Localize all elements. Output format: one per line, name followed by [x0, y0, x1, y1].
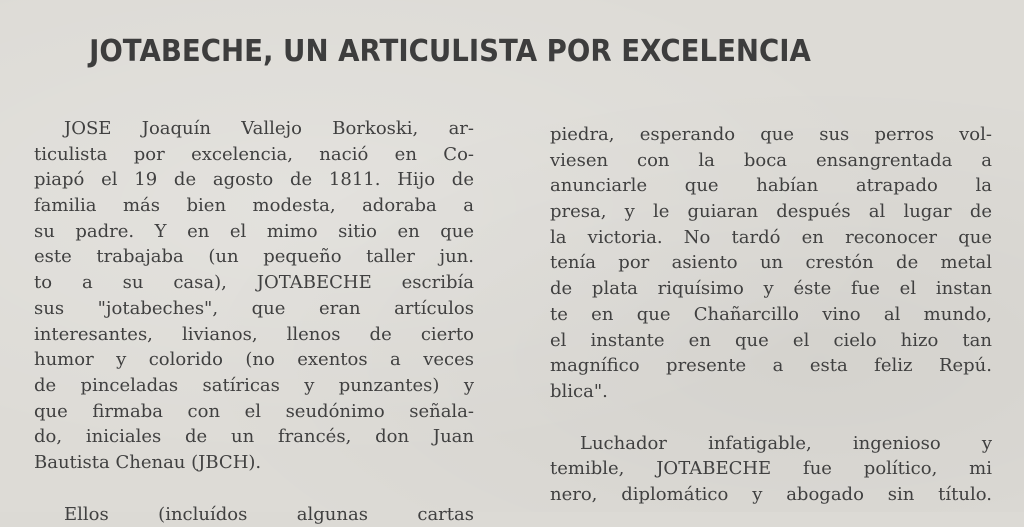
text-line: familia más bien modesta, adoraba a: [34, 195, 474, 217]
paragraph-gap: [550, 405, 992, 431]
text-line: el instante en que el cielo hizo tan: [550, 329, 992, 351]
text-line: JOSE Joaquín Vallejo Borkoski, ar-: [64, 118, 474, 139]
text-line: presa, y le guiaran después al lugar de: [550, 201, 992, 223]
text-line: piapó el 19 de agosto de 1811. Hijo de: [34, 169, 474, 191]
text-line: la victoria. No tardó en reconocer que: [550, 226, 992, 248]
text-line: este trabajaba (un pequeño taller jun.: [34, 246, 474, 268]
text-line: temible, JOTABECHE fue político, mi: [550, 458, 992, 480]
text-line: que firmaba con el seudónimo señala-: [34, 400, 474, 422]
text-line: interesantes, livianos, llenos de cierto: [34, 323, 474, 345]
text-line: te en que Chañarcillo vino al mundo,: [550, 303, 992, 325]
text-line: tenía por asiento un crestón de metal: [550, 252, 992, 274]
text-line: viesen con la boca ensangrentada a: [550, 149, 992, 171]
text-line: anunciarle que habían atrapado la: [550, 175, 992, 197]
text-line: Luchador infatigable, ingenioso y: [580, 432, 992, 454]
paragraph-gap: [34, 476, 474, 502]
text-line: ticulista por excelencia, nació en Co-: [34, 143, 474, 165]
text-line: piedra, esperando que sus perros vol-: [550, 124, 992, 145]
text-line: su padre. Y en el mimo sitio en que: [34, 220, 474, 242]
text-line: do, iniciales de un francés, don Juan: [34, 426, 474, 448]
text-line-partial: Ellos (incluídos algunas cartas: [64, 503, 474, 525]
left-column: [34, 116, 474, 527]
text-line: sus "jotabeches", que eran artículos: [34, 297, 474, 319]
text-line: magnífico presente a esta feliz Repú.: [550, 355, 992, 377]
text-line: to a su casa), JOTABECHE escribía: [34, 272, 474, 294]
text-line: blica".: [550, 380, 608, 402]
text-line: de plata riquísimo y éste fue el instan: [550, 278, 992, 300]
right-column: [550, 122, 992, 508]
text-line: de pinceladas satíricas y punzantes) y: [34, 374, 474, 396]
article-title: JOTABECHE, UN ARTICULISTA POR EXCELENCIA: [89, 34, 811, 69]
text-line: nero, diplomático y abogado sin título.: [550, 483, 992, 505]
text-line: humor y colorido (no exentos a veces: [34, 349, 474, 371]
text-line: Bautista Chenau (JBCH).: [34, 451, 262, 473]
